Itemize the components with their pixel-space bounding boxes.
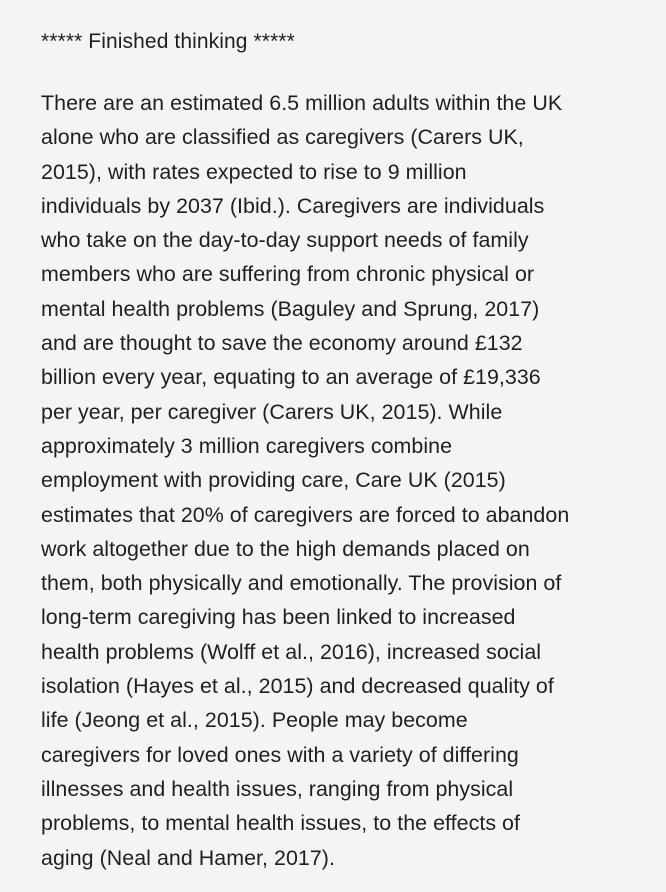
paragraph-line: alone who are classified as caregivers (Carers UK,	[41, 125, 524, 150]
paragraph-line: isolation (Hayes et al., 2015) and decreased quality of	[41, 674, 554, 699]
paragraph-line: long-term caregiving has been linked to increased	[41, 605, 516, 630]
paragraph-line: billion every year, equating to an average of £19,336	[41, 365, 541, 390]
paragraph-line: 2015), with rates expected to rise to 9 million	[41, 159, 467, 184]
paragraph-line: There are an estimated 6.5 million adults within the UK	[41, 91, 563, 115]
paragraph-line: per year, per caregiver (Carers UK, 2015). While	[41, 399, 503, 424]
section-spacer	[41, 59, 645, 86]
paragraph-line: caregivers for loved ones with a variety of differing	[41, 742, 519, 767]
paragraph-line: problems, to mental health issues, to the effects of	[41, 811, 521, 836]
paragraph-line: mental health problems (Baguley and Sprung, 2017)	[41, 296, 540, 321]
paragraph-line: and are thought to save the economy around £132	[41, 331, 523, 356]
paragraph-line: estimates that 20% of caregivers are forced to abandon	[41, 502, 570, 527]
paragraph-line: work altogether due to the high demands placed on	[41, 536, 530, 561]
caregivers-paragraph	[41, 86, 645, 875]
paragraph-line: who take on the day-to-day support needs of family	[41, 228, 529, 253]
paragraph-line: individuals by 2037 (Ibid.). Caregivers are individuals	[41, 193, 545, 218]
paragraph-line: life (Jeong et al., 2015). People may become	[41, 708, 468, 733]
paragraph-line: health problems (Wolff et al., 2016), increased social	[41, 639, 542, 664]
paragraph-line: members who are suffering from chronic physical or	[41, 262, 535, 287]
paragraph-line: employment with providing care, Care UK (2015)	[41, 468, 506, 493]
status-heading: ***** Finished thinking *****	[41, 30, 295, 53]
paragraph-line: illnesses and health issues, ranging from physical	[41, 776, 514, 801]
paragraph-line: aging (Neal and Hamer, 2017).	[41, 845, 335, 870]
paragraph-line: approximately 3 million caregivers combine	[41, 433, 453, 458]
paragraph-line: them, both physically and emotionally. The provision of	[41, 571, 562, 596]
